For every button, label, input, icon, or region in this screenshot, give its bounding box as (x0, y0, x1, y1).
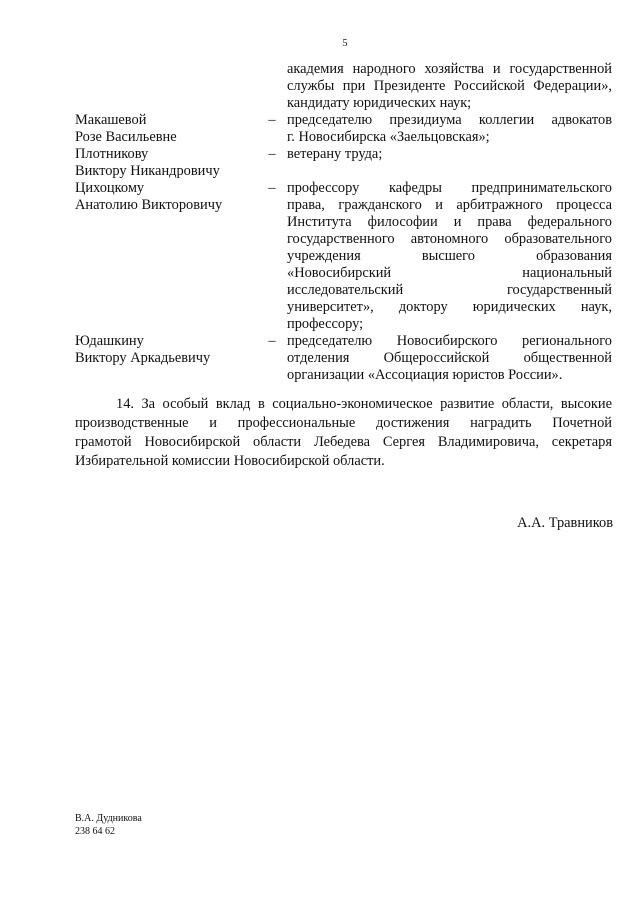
awardee-entry-tsikhotsky (0, 180, 640, 333)
description-line: академия народного хозяйства и государственной (287, 61, 612, 77)
name-line: Плотникову (75, 146, 149, 162)
page-number: 5 (342, 38, 348, 49)
description-line: кандидату юридических наук; (287, 95, 472, 111)
paragraph-line: 14. За особый вклад в социально-экономическое развитие области, высокие (116, 396, 612, 412)
description-line: права, гражданского и арбитражного процесса (287, 197, 612, 213)
description-line: организации «Ассоциация юристов России». (287, 367, 563, 383)
name-line: Цихоцкому (75, 180, 145, 196)
name-line: Макашевой (75, 112, 147, 128)
name-line: Розе Васильевне (75, 129, 177, 145)
description-line: профессору; (287, 316, 364, 332)
awardee-entry-makasheva (0, 112, 640, 146)
description-line: Института философии и права федерального (287, 214, 612, 230)
awardee-description (287, 112, 612, 146)
name-line: Виктору Аркадьевичу (75, 350, 211, 366)
executor-phone: 238 64 62 (75, 826, 115, 837)
awardee-name (75, 112, 260, 146)
description-line: ветерану труда; (287, 146, 383, 162)
signature-name: А.А. Травников (517, 515, 613, 531)
description-line: профессору кафедры предпринимательского (287, 180, 612, 196)
executor-block (75, 812, 142, 838)
dash-separator: – (268, 333, 276, 349)
paragraph-line: грамотой Новосибирской области Лебедева Сергея Владимировича, секретаря (75, 434, 612, 450)
paragraph-14 (75, 395, 612, 471)
awardee-entry-plotnikov (0, 146, 640, 180)
dash-separator: – (268, 112, 276, 128)
awardee-description (287, 61, 612, 112)
awardee-list (0, 61, 640, 384)
awardee-entry-yudashkin (0, 333, 640, 384)
description-line: отделения Общероссийской общественной (287, 350, 612, 366)
awardee-description (287, 180, 612, 333)
executor-name: В.А. Дудникова (75, 813, 142, 824)
description-line: службы при Президенте Российской Федерации», (287, 78, 612, 94)
awardee-name (75, 180, 260, 214)
dash-separator: – (268, 180, 276, 196)
description-line: университет», доктору юридических наук, (287, 299, 612, 315)
awardee-entry-continuation (0, 61, 640, 112)
description-line: председателю Новосибирского регионального (287, 333, 612, 349)
awardee-name (75, 146, 260, 180)
awardee-name (75, 333, 260, 367)
name-line: Виктору Никандровичу (75, 163, 220, 179)
description-spacer (287, 163, 612, 180)
awardee-description (287, 333, 612, 384)
description-line: председателю президиума коллегии адвокатов (287, 112, 612, 128)
paragraph-line: производственные и профессиональные достижения наградить Почетной (75, 415, 612, 431)
description-line: «Новосибирский национальный (287, 265, 612, 281)
description-line: учреждения высшего образования (287, 248, 612, 264)
awardee-description (287, 146, 612, 180)
dash-separator: – (268, 146, 276, 162)
name-line: Анатолию Викторовичу (75, 197, 223, 213)
name-line: Юдашкину (75, 333, 144, 349)
description-line: исследовательский государственный (287, 282, 612, 298)
description-line: государственного автономного образовательного (287, 231, 612, 247)
paragraph-line: Избирательной комиссии Новосибирской области. (75, 453, 385, 469)
description-line: г. Новосибирска «Заельцовская»; (287, 129, 490, 145)
